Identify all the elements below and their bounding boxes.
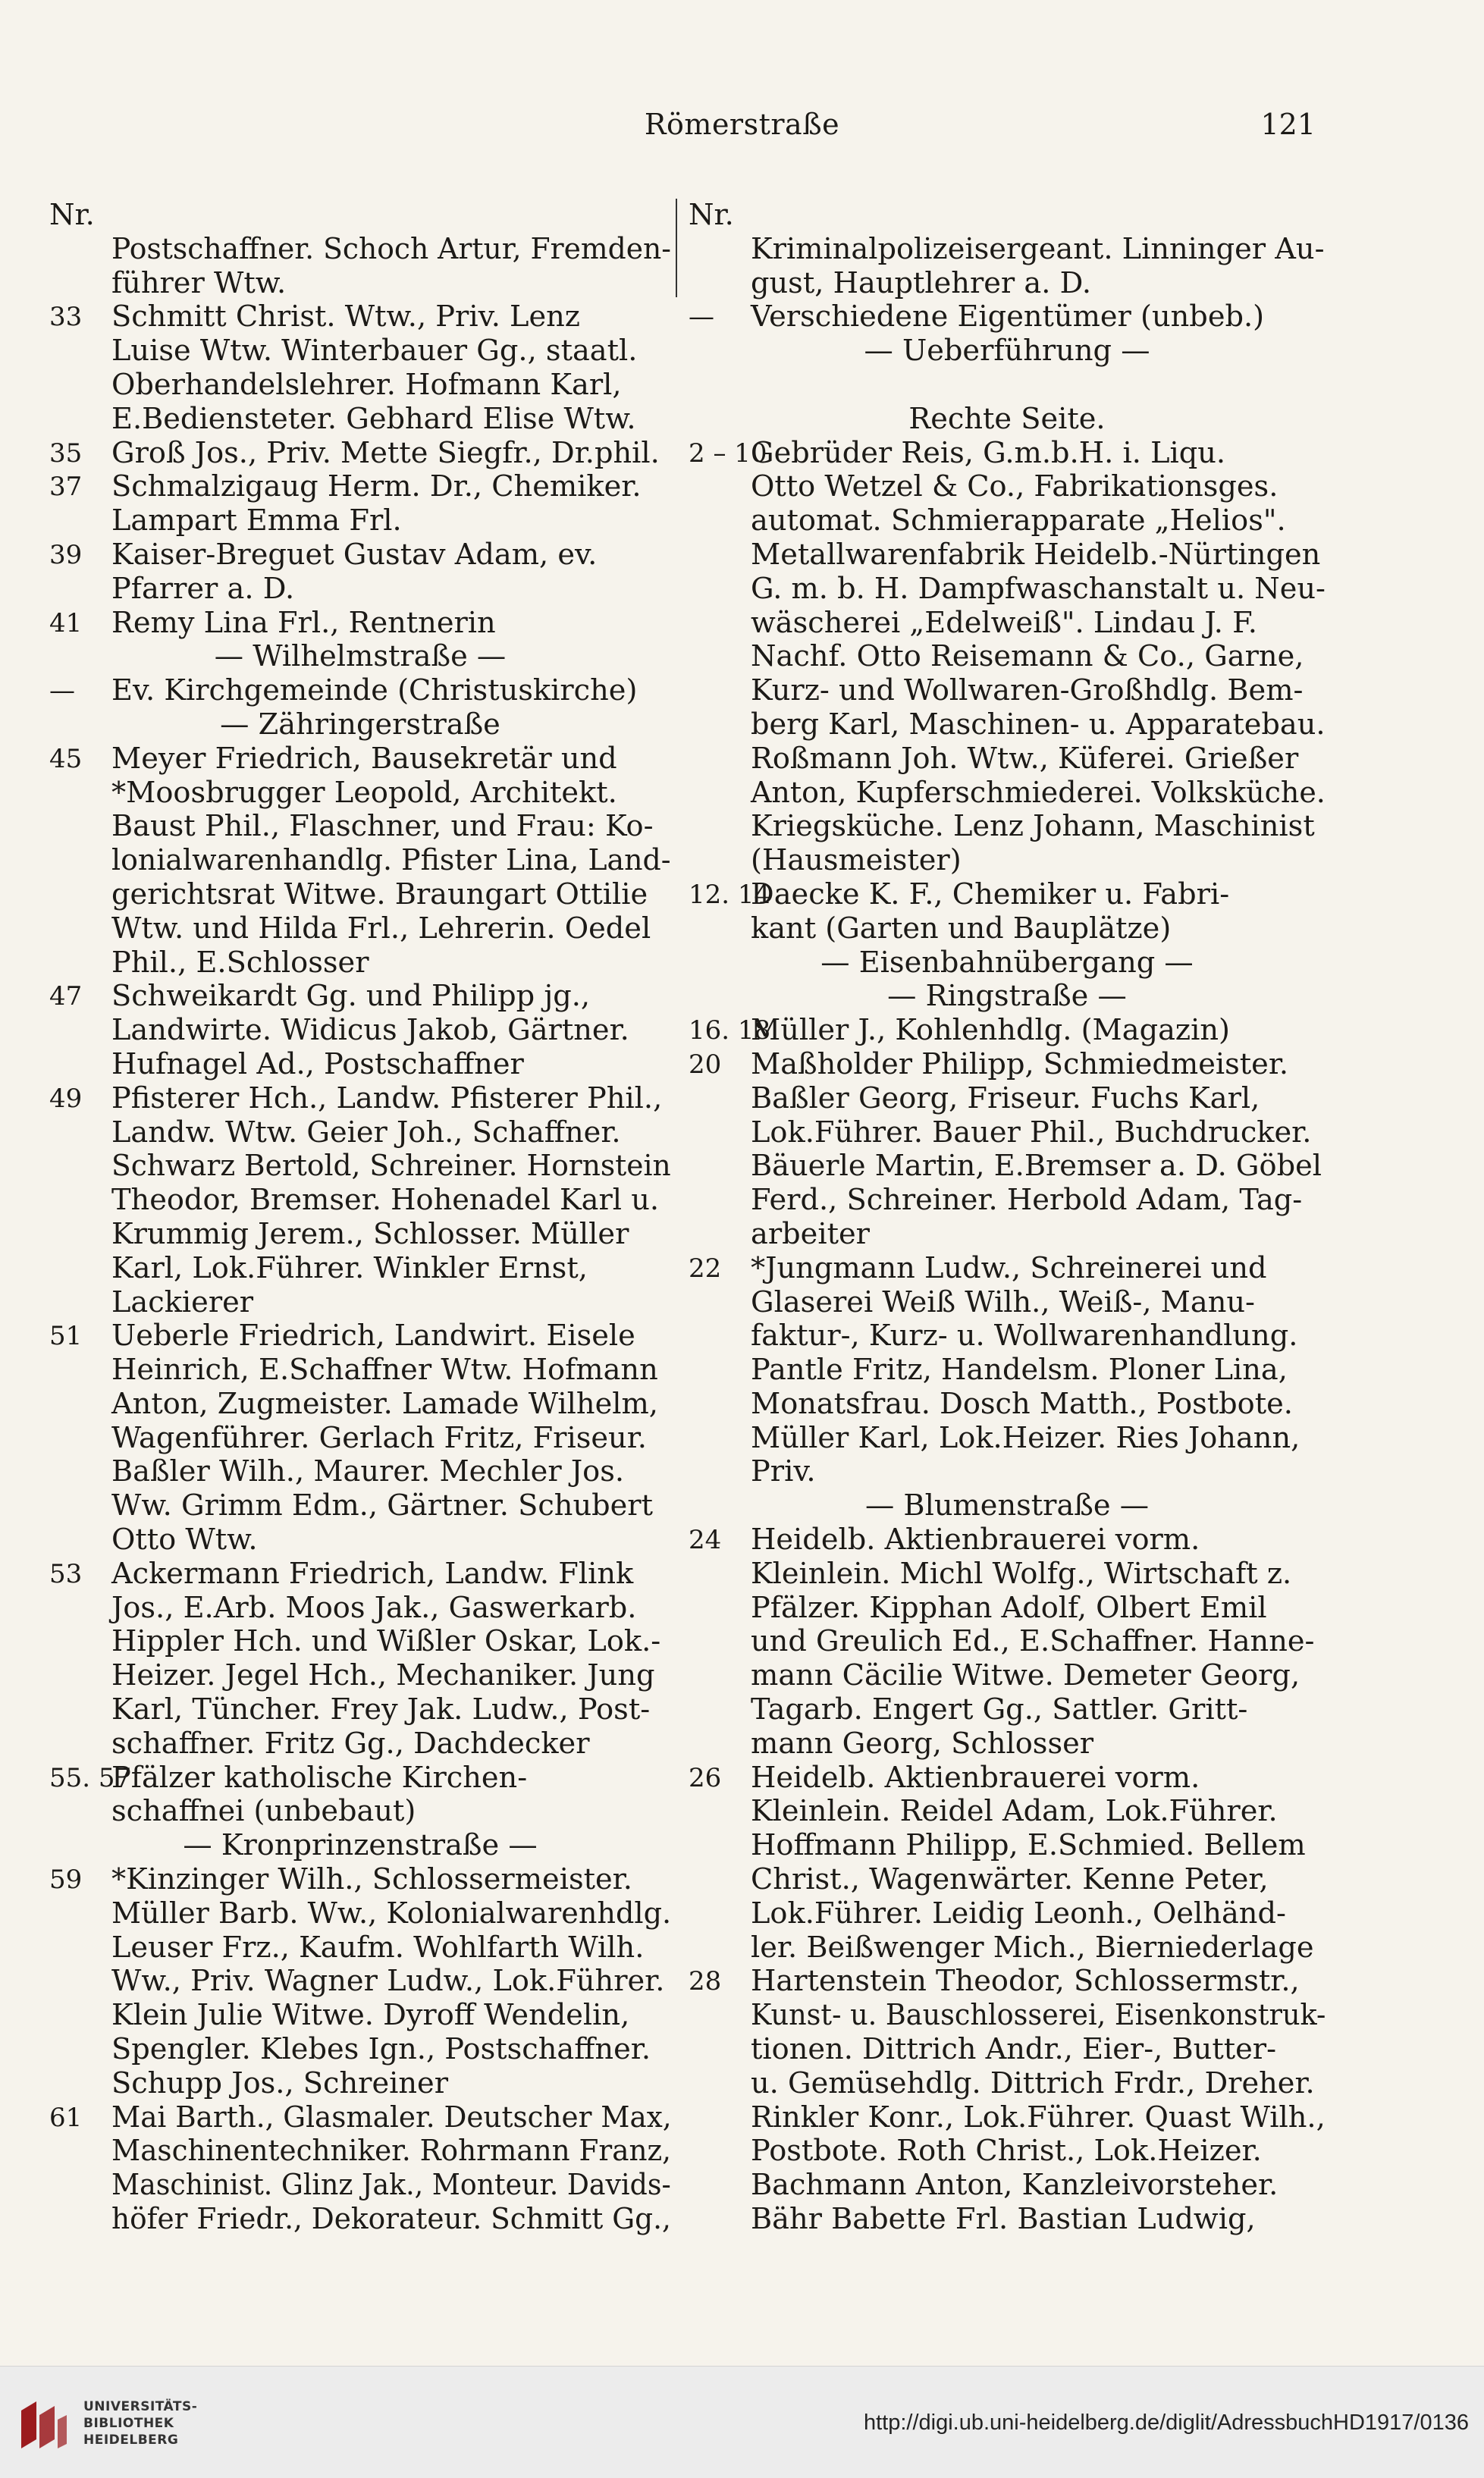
line-text: Kurz- und Wollwaren-Großhdlg. Bem- — [751, 673, 1304, 708]
line-text: Anton, Zugmeister. Lamade Wilhelm, — [111, 1386, 658, 1421]
line-text: Rinkler Konr., Lok.Führer. Quast Wilh., — [751, 2100, 1326, 2135]
directory-line — [49, 2203, 671, 2237]
directory-line — [689, 1727, 1326, 1761]
line-text: Nr. — [49, 198, 95, 232]
house-number: 2 – 10 — [689, 438, 767, 469]
line-text: Postschaffner. Schoch Artur, Fremden- — [111, 231, 671, 266]
line-text: Maschinentechniker. Rohrmann Franz, — [111, 2134, 672, 2169]
directory-line — [49, 1931, 671, 1965]
directory-line — [49, 300, 671, 334]
line-text: Müller J., Kohlenhdlg. (Magazin) — [751, 1013, 1230, 1048]
line-text: Otto Wetzel & Co., Fabrikationsges. — [751, 469, 1278, 504]
directory-line — [689, 1455, 1326, 1489]
line-text: E.Bediensteter. Gebhard Elise Wtw. — [111, 401, 636, 436]
street-heading — [689, 403, 1326, 437]
line-text: Monatsfrau. Dosch Matth., Postbote. — [751, 1386, 1293, 1421]
directory-line — [689, 300, 1326, 334]
directory-line — [689, 1422, 1326, 1456]
directory-line — [689, 267, 1326, 301]
line-text: Nr. — [689, 198, 734, 232]
directory-line — [49, 1489, 671, 1523]
line-text: Baßler Wilh., Maurer. Mechler Jos. — [111, 1454, 625, 1489]
line-text: Bachmann Anton, Kanzleivorsteher. — [751, 2168, 1278, 2203]
directory-line — [49, 980, 671, 1014]
page-title: Römerstraße — [644, 108, 840, 141]
directory-line — [49, 369, 671, 403]
directory-line — [49, 742, 671, 776]
line-text: Jos., E.Arb. Moos Jak., Gaswerkarb. — [111, 1590, 637, 1625]
directory-line — [689, 1116, 1326, 1150]
street-heading — [689, 369, 1326, 403]
line-text: Schupp Jos., Schreiner — [111, 2066, 449, 2100]
line-text: Landwirte. Widicus Jakob, Gärtner. — [111, 1013, 629, 1048]
line-text: Metallwarenfabrik Heidelb.-Nürtingen — [751, 537, 1321, 572]
footer-bar — [0, 2366, 1484, 2478]
directory-line — [49, 504, 671, 538]
directory-line — [689, 878, 1326, 912]
source-url-link[interactable]: http://digi.ub.uni-heidelberg.de/diglit/AdressbuchHD1917/0136 — [863, 2411, 1469, 2435]
directory-line — [49, 1761, 671, 1796]
directory-line — [49, 810, 671, 844]
line-text: Spengler. Klebes Ign., Postschaffner. — [111, 2032, 651, 2067]
line-text: Bähr Babette Frl. Bastian Ludwig, — [751, 2202, 1256, 2237]
line-text: Christ., Wagenwärter. Kenne Peter, — [751, 1862, 1269, 1897]
page-number: 121 — [1260, 108, 1316, 141]
street-heading — [689, 946, 1326, 980]
line-text: Maßholder Philipp, Schmiedmeister. — [751, 1046, 1289, 1081]
line-text: Baust Phil., Flaschner, und Frau: Ko- — [111, 809, 654, 844]
line-text: Postbote. Roth Christ., Lok.Heizer. — [751, 2134, 1262, 2169]
directory-line — [689, 1184, 1326, 1218]
line-text: Heidelb. Aktienbrauerei vorm. — [751, 1760, 1200, 1795]
directory-line — [49, 607, 671, 641]
line-text: ler. Beißwenger Mich., Bierniederlage — [751, 1930, 1314, 1965]
directory-line — [49, 1319, 671, 1353]
line-text: Lampart Emma Frl. — [111, 503, 402, 538]
directory-line — [49, 1422, 671, 1456]
directory-line — [689, 1931, 1326, 1965]
line-text: Kleinlein. Reidel Adam, Lok.Führer. — [751, 1794, 1278, 1829]
line-text: schaffner. Fritz Gg., Dachdecker — [111, 1726, 590, 1761]
line-text: Müller Karl, Lok.Heizer. Ries Johann, — [751, 1420, 1300, 1455]
line-text: Pfälzer. Kipphan Adolf, Olbert Emil — [751, 1590, 1267, 1625]
directory-line — [689, 1761, 1326, 1796]
line-text: Otto Wtw. — [111, 1523, 258, 1557]
directory-line — [689, 2067, 1326, 2101]
line-text: Anton, Kupferschmiederei. Volksküche. — [751, 775, 1326, 810]
directory-line — [689, 1252, 1326, 1286]
directory-line — [49, 1965, 671, 1999]
line-text: Pfisterer Hch., Landw. Pfisterer Phil., — [111, 1081, 663, 1115]
directory-line — [49, 1999, 671, 2033]
house-number: 55. 57 — [49, 1762, 132, 1793]
line-text: Schwarz Bertold, Schreiner. Hornstein — [111, 1149, 671, 1184]
directory-line — [689, 1523, 1326, 1557]
line-text: — Ueberführung — — [864, 334, 1150, 369]
directory-line — [689, 504, 1326, 538]
line-text: Ackermann Friedrich, Landw. Flink — [111, 1556, 634, 1591]
line-text: Krummig Jerem., Schlosser. Müller — [111, 1216, 629, 1251]
line-text: Theodor, Bremser. Hohenadel Karl u. — [111, 1183, 660, 1218]
line-text: Heizer. Jegel Hch., Mechaniker. Jung — [111, 1658, 655, 1693]
house-number: 22 — [689, 1253, 722, 1284]
directory-line — [689, 233, 1326, 267]
line-text: *Jungmann Ludw., Schreinerei und — [751, 1250, 1267, 1285]
line-text: Lok.Führer. Bauer Phil., Buchdrucker. — [751, 1115, 1312, 1150]
house-number: 49 — [49, 1083, 83, 1114]
directory-line — [49, 572, 671, 607]
directory-line — [689, 607, 1326, 641]
line-text: faktur-, Kurz- u. Wollwarenhandlung. — [751, 1319, 1298, 1353]
directory-line — [49, 878, 671, 912]
house-number: 24 — [689, 1525, 722, 1556]
line-text: höfer Friedr., Dekorateur. Schmitt Gg., — [111, 2202, 671, 2237]
house-number: 45 — [49, 743, 83, 774]
column-divider — [676, 199, 677, 297]
directory-line — [49, 1252, 671, 1286]
directory-line — [49, 1795, 671, 1829]
line-text: Hoffmann Philipp, E.Schmied. Bellem — [751, 1828, 1306, 1863]
line-text: — Blumenstraße — — [864, 1488, 1150, 1523]
directory-line — [49, 946, 671, 980]
line-text: Ww. Grimm Edm., Gärtner. Schubert — [111, 1488, 653, 1523]
directory-line — [49, 844, 671, 878]
directory-line — [689, 776, 1326, 811]
directory-line — [49, 1455, 671, 1489]
directory-line — [49, 2135, 671, 2169]
line-text: gust, Hauptlehrer a. D. — [751, 265, 1092, 300]
line-text: Landw. Wtw. Geier Joh., Schaffner. — [111, 1115, 621, 1150]
line-text: Hartenstein Theodor, Schlossermstr., — [751, 1964, 1300, 1999]
line-text: Maschinist. Glinz Jak., Monteur. Davids- — [111, 2168, 671, 2203]
line-text: *Kinzinger Wilh., Schlossermeister. — [111, 1862, 632, 1897]
directory-line — [689, 2135, 1326, 2169]
directory-line — [689, 2169, 1326, 2203]
line-text: Nachf. Otto Reisemann & Co., Garne, — [751, 639, 1304, 674]
directory-line — [689, 1286, 1326, 1320]
directory-line — [689, 1965, 1326, 1999]
directory-line — [49, 1353, 671, 1388]
directory-line — [689, 1319, 1326, 1353]
street-heading — [689, 980, 1326, 1014]
line-text: Pfälzer katholische Kirchen- — [111, 1760, 528, 1795]
house-number: 53 — [49, 1558, 83, 1589]
directory-line — [689, 1048, 1326, 1082]
line-text: tionen. Dittrich Andr., Eier-, Butter- — [751, 2032, 1277, 2067]
directory-line — [689, 1625, 1326, 1659]
line-text: Groß Jos., Priv. Mette Siegfr., Dr.phil. — [111, 435, 660, 470]
line-text: Baßler Georg, Friseur. Fuchs Karl, — [751, 1081, 1260, 1115]
line-text: Daecke K. F., Chemiker u. Fabri- — [751, 877, 1230, 911]
line-text: Klein Julie Witwe. Dyroff Wendelin, — [111, 1998, 630, 2033]
directory-line — [49, 1048, 671, 1082]
line-text: Pantle Fritz, Handelsm. Ploner Lina, — [751, 1353, 1288, 1388]
directory-line — [689, 2101, 1326, 2135]
house-number: 28 — [689, 1966, 722, 1997]
line-text: gerichtsrat Witwe. Braungart Ottilie — [111, 877, 648, 911]
directory-line — [689, 674, 1326, 708]
line-text: Mai Barth., Glasmaler. Deutscher Max, — [111, 2100, 672, 2135]
line-text: Karl, Lok.Führer. Winkler Ernst, — [111, 1250, 588, 1285]
logo-line-2: BIBLIOTHEK — [83, 2416, 174, 2431]
line-text: Tagarb. Engert Gg., Sattler. Gritt- — [751, 1692, 1248, 1727]
directory-line — [689, 1557, 1326, 1592]
directory-line — [49, 1218, 671, 1252]
house-number: 51 — [49, 1321, 83, 1352]
directory-line — [49, 1388, 671, 1422]
line-text: Pfarrer a. D. — [111, 571, 295, 606]
directory-line — [49, 1863, 671, 1897]
directory-line — [49, 2067, 671, 2101]
house-number: 26 — [689, 1762, 722, 1793]
directory-line — [689, 437, 1326, 471]
line-text: berg Karl, Maschinen- u. Apparatebau. — [751, 707, 1326, 742]
line-text: Lackierer — [111, 1284, 254, 1319]
line-text: Kriminalpolizeisergeant. Linninger Au- — [751, 231, 1325, 266]
directory-line — [689, 2203, 1326, 2237]
directory-line — [49, 2101, 671, 2135]
street-heading — [49, 1829, 671, 1863]
line-text: Schweikardt Gg. und Philipp jg., — [111, 979, 591, 1014]
line-text: Leuser Frz., Kaufm. Wohlfarth Wilh. — [111, 1930, 645, 1965]
directory-line — [689, 1795, 1326, 1829]
directory-line — [689, 742, 1326, 776]
directory-line — [49, 1082, 671, 1116]
directory-line — [49, 538, 671, 572]
directory-line — [689, 1353, 1326, 1388]
line-text: — Wilhelmstraße — — [214, 639, 507, 674]
line-text: Schmalzigaug Herm. Dr., Chemiker. — [111, 469, 642, 504]
left-column — [49, 199, 671, 2237]
directory-line — [49, 437, 671, 471]
line-text: Glaserei Weiß Wilh., Weiß-, Manu- — [751, 1284, 1255, 1319]
directory-line — [689, 1693, 1326, 1727]
directory-line — [689, 1999, 1326, 2033]
house-number: 59 — [49, 1865, 83, 1896]
column-label — [49, 199, 671, 233]
line-text: arbeiter — [751, 1216, 870, 1251]
line-text: — Kronprinzenstraße — — [183, 1828, 538, 1863]
directory-line — [49, 233, 671, 267]
logo-line-1: UNIVERSITÄTS- — [83, 2399, 198, 2414]
line-text: — Eisenbahnübergang — — [820, 945, 1194, 980]
line-text: Gebrüder Reis, G.m.b.H. i. Liqu. — [751, 435, 1226, 470]
column-label — [689, 199, 1326, 233]
line-text: Remy Lina Frl., Rentnerin — [111, 605, 496, 640]
line-text: Schmitt Christ. Wtw., Priv. Lenz — [111, 300, 580, 334]
line-text: Ueberle Friedrich, Landwirt. Eisele — [111, 1319, 635, 1353]
line-text: wäscherei „Edelweiß". Lindau J. F. — [751, 605, 1257, 640]
line-text: Müller Barb. Ww., Kolonialwarenhdlg. — [111, 1896, 672, 1931]
directory-line — [49, 776, 671, 811]
directory-line — [689, 1014, 1326, 1048]
directory-line — [49, 1625, 671, 1659]
directory-line — [49, 2169, 671, 2203]
street-heading — [689, 1489, 1326, 1523]
directory-line — [689, 912, 1326, 946]
house-number: — — [49, 676, 75, 707]
directory-line — [49, 1693, 671, 1727]
line-text: — Zähringerstraße — [220, 707, 500, 742]
street-heading — [49, 708, 671, 742]
library-logo-text — [83, 2398, 197, 2448]
directory-line — [49, 1727, 671, 1761]
library-logo-icon — [14, 2395, 73, 2454]
line-text: Oberhandelslehrer. Hofmann Karl, — [111, 367, 622, 402]
line-text: Priv. — [751, 1454, 816, 1489]
line-text: Verschiedene Eigentümer (unbeb.) — [751, 300, 1265, 334]
house-number: 33 — [49, 302, 83, 333]
directory-line — [689, 1592, 1326, 1626]
line-text: Bäuerle Martin, E.Bremser a. D. Göbel — [751, 1149, 1322, 1184]
directory-line — [689, 640, 1326, 674]
directory-line — [689, 572, 1326, 607]
line-text: Heidelb. Aktienbrauerei vorm. — [751, 1523, 1200, 1557]
line-text: Roßmann Joh. Wtw., Küferei. Grießer — [751, 741, 1299, 776]
line-text: Karl, Tüncher. Frey Jak. Ludw., Post- — [111, 1692, 651, 1727]
line-text: *Moosbrugger Leopold, Architekt. — [111, 775, 617, 810]
line-text: mann Cäcilie Witwe. Demeter Georg, — [751, 1658, 1300, 1693]
line-text: Phil., E.Schlosser — [111, 945, 369, 980]
directory-line — [49, 1184, 671, 1218]
line-text: Kaiser-Breguet Gustav Adam, ev. — [111, 537, 598, 572]
directory-line — [49, 267, 671, 301]
house-number: 20 — [689, 1049, 722, 1080]
line-text: u. Gemüsehdlg. Dittrich Frdr., Dreher. — [751, 2066, 1315, 2100]
house-number: 35 — [49, 438, 83, 469]
line-text: kant (Garten und Bauplätze) — [751, 911, 1172, 946]
right-column — [689, 199, 1326, 2237]
line-text: Kleinlein. Michl Wolfg., Wirtschaft z. — [751, 1556, 1292, 1591]
line-text: Heinrich, E.Schaffner Wtw. Hofmann — [111, 1353, 658, 1388]
directory-line — [49, 1150, 671, 1184]
line-text: schaffnei (unbebaut) — [111, 1794, 416, 1829]
line-text: Hufnagel Ad., Postschaffner — [111, 1046, 524, 1081]
house-number: 39 — [49, 539, 83, 570]
line-text: — Ringstraße — — [887, 979, 1127, 1014]
directory-line — [49, 1286, 671, 1320]
line-text: lonialwarenhandlg. Pfister Lina, Land- — [111, 843, 671, 878]
directory-line — [689, 810, 1326, 844]
line-text: Luise Wtw. Winterbauer Gg., staatl. — [111, 334, 638, 369]
directory-line — [49, 470, 671, 504]
directory-line — [689, 1829, 1326, 1863]
house-number: 41 — [49, 607, 83, 638]
house-number: — — [689, 302, 714, 333]
directory-line — [689, 1388, 1326, 1422]
directory-line — [689, 1897, 1326, 1931]
directory-line — [49, 912, 671, 946]
directory-line — [689, 1863, 1326, 1897]
directory-line — [689, 1659, 1326, 1693]
directory-line — [689, 708, 1326, 742]
line-text: Ev. Kirchgemeinde (Christuskirche) — [111, 673, 638, 708]
line-text: Wtw. und Hilda Frl., Lehrerin. Oedel — [111, 911, 651, 946]
directory-line — [49, 2033, 671, 2067]
line-text: Hippler Hch. und Wißler Oskar, Lok.- — [111, 1624, 661, 1659]
line-text: (Hausmeister) — [751, 843, 962, 878]
line-text: und Greulich Ed., E.Schaffner. Hanne- — [751, 1624, 1315, 1659]
line-text: Lok.Führer. Leidig Leonh., Oelhänd- — [751, 1896, 1286, 1931]
street-heading — [49, 640, 671, 674]
directory-line — [689, 470, 1326, 504]
directory-line — [689, 1150, 1326, 1184]
house-number: 47 — [49, 981, 83, 1012]
directory-line — [689, 1082, 1326, 1116]
directory-line — [49, 334, 671, 369]
directory-line — [689, 1218, 1326, 1252]
directory-line — [689, 2033, 1326, 2067]
house-number: 61 — [49, 2102, 83, 2133]
directory-line — [49, 1592, 671, 1626]
line-text: Meyer Friedrich, Bausekretär und — [111, 741, 617, 776]
directory-line — [49, 403, 671, 437]
line-text: führer Wtw. — [111, 265, 287, 300]
line-text: Wagenführer. Gerlach Fritz, Friseur. — [111, 1420, 647, 1455]
page-header — [0, 108, 1484, 161]
line-text: Kriegsküche. Lenz Johann, Maschinist — [751, 809, 1315, 844]
directory-line — [49, 1116, 671, 1150]
line-text: Ferd., Schreiner. Herbold Adam, Tag- — [751, 1183, 1303, 1218]
directory-line — [49, 1014, 671, 1048]
directory-line — [689, 538, 1326, 572]
line-text: G. m. b. H. Dampfwaschanstalt u. Neu- — [751, 571, 1326, 606]
line-text: mann Georg, Schlosser — [751, 1726, 1094, 1761]
directory-line — [49, 1523, 671, 1557]
line-text: automat. Schmierapparate „Helios". — [751, 503, 1286, 538]
street-heading — [689, 334, 1326, 369]
line-text: Rechte Seite. — [908, 401, 1106, 436]
directory-line — [49, 1897, 671, 1931]
house-number: 12. 14 — [689, 879, 771, 910]
directory-line — [49, 674, 671, 708]
line-text: Ww., Priv. Wagner Ludw., Lok.Führer. — [111, 1964, 665, 1999]
logo-line-3: HEIDELBERG — [83, 2433, 179, 2448]
directory-line — [49, 1659, 671, 1693]
house-number: 37 — [49, 472, 83, 503]
house-number: 16. 18 — [689, 1015, 771, 1046]
directory-line — [49, 1557, 671, 1592]
line-text: Kunst- u. Bauschlosserei, Eisenkonstruk- — [751, 1998, 1326, 2033]
directory-line — [689, 844, 1326, 878]
